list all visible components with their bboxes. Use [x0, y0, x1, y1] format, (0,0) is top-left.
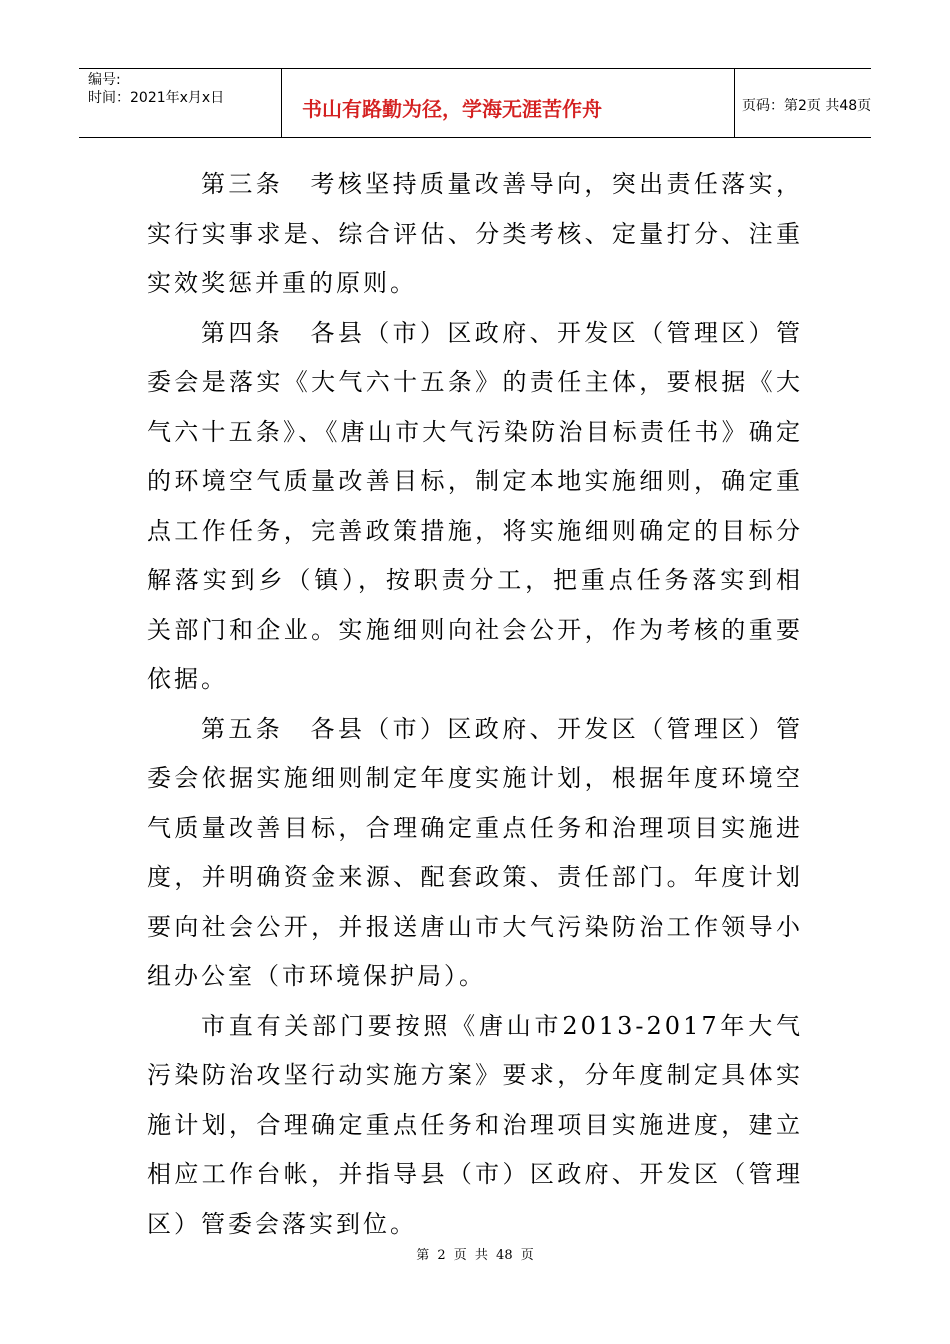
article-4-paragraph: 第四条 各县（市）区政府、开发区（管理区）管委会是落实《大气六十五条》的责任主体，要根据《大气六十五条》、《唐山市大气污染防治目标责任书》确定的环境空气质量改善目标，制定本地实施细则，确定重点工作任务，完善政策措施，将实施细则确定的目标分解落实到乡（镇），按职责分工，把重点任务落实到相关部门和企业。实施细则向社会公开，作为考核的重要依据。	[147, 318, 803, 693]
header-page-info: 页码：第2页 共48页	[742, 98, 872, 114]
header-motto: 书山有路勤为径，学海无涯苦作舟	[302, 97, 602, 121]
article-3-paragraph: 第三条 考核坚持质量改善导向，突出责任落实，实行实事求是、综合评估、分类考核、定量打分、注重实效奖惩并重的原则。	[147, 170, 803, 297]
article-5-paragraph: 第五条 各县（市）区政府、开发区（管理区）管委会依据实施细则制定年度实施计划，根据年度环境空气质量改善目标，合理确定重点任务和治理项目实施进度，并明确资金来源、配套政策、责任部门。年度计划要向社会公开，并报送唐山市大气污染防治工作领导小组办公室（市环境保护局）。	[147, 714, 803, 990]
document-number-label: 编号:	[88, 72, 121, 88]
municipal-departments-paragraph: 市直有关部门要按照《唐山市2013-2017年大气污染防治攻坚行动实施方案》要求，分年度制定具体实施计划，合理确定重点任务和治理项目实施进度，建立相应工作台帐，并指导县（市）区政府、开发区（管理区）管委会落实到位。	[147, 1011, 803, 1238]
header-left-cell	[79, 69, 281, 137]
header-page-cell	[734, 69, 871, 137]
document-body	[147, 160, 803, 1249]
header-motto-cell	[281, 69, 735, 137]
page-header	[79, 68, 871, 138]
document-date: 时间：2021年x月x日	[88, 90, 225, 106]
page-footer: 第 2 页 共 48 页	[416, 1248, 534, 1263]
